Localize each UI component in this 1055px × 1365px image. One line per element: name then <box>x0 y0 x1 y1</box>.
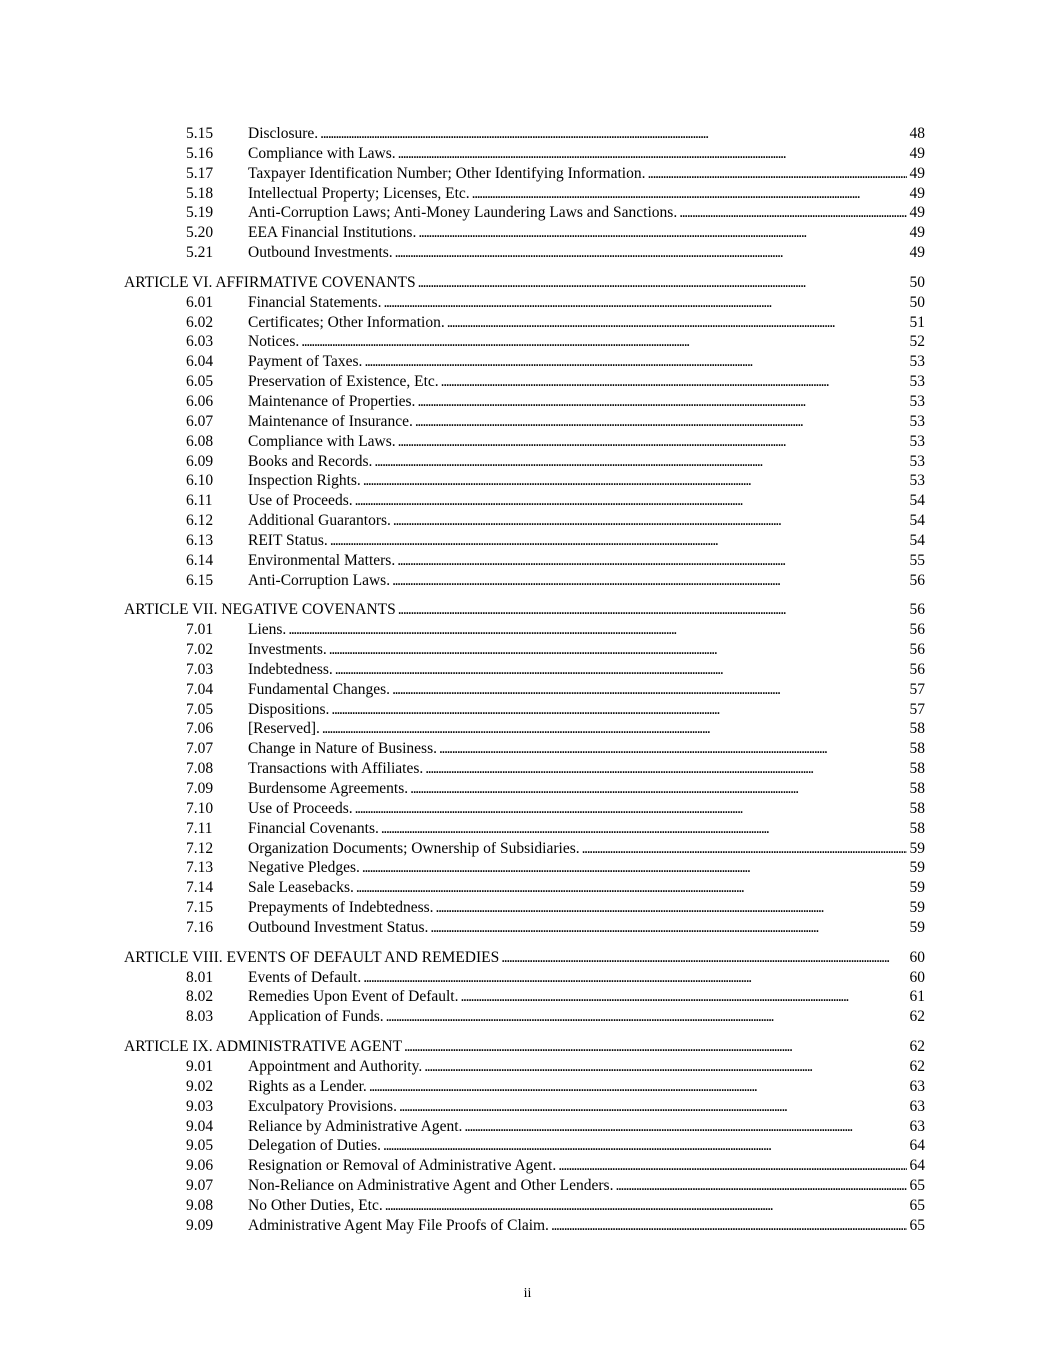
dot-leader <box>301 332 906 352</box>
dot-leader <box>460 987 906 1007</box>
page-reference: 62 <box>907 1037 926 1057</box>
toc-section-entry <box>124 223 925 243</box>
section-number: 6.04 <box>186 353 214 371</box>
section-title: Outbound Investments. <box>248 244 393 262</box>
section-title: EEA Financial Institutions. <box>248 224 417 242</box>
section-number: 6.14 <box>186 551 214 569</box>
section-title: Application of Funds. <box>248 1008 384 1026</box>
toc-section-entry <box>124 184 925 204</box>
toc-section-entry <box>124 471 925 491</box>
dot-leader <box>399 1097 907 1117</box>
section-title: Dispositions. <box>248 700 330 718</box>
section-number: 6.15 <box>186 571 214 589</box>
section-number: 8.02 <box>186 988 214 1006</box>
toc-section-entry <box>124 491 925 511</box>
dot-leader <box>329 640 907 660</box>
section-title: Reliance by Administrative Agent. <box>248 1117 463 1135</box>
page-reference: 63 <box>907 1117 926 1137</box>
page-reference: 53 <box>907 392 926 412</box>
section-title: Taxpayer Identification Number; Other Identifying Information. <box>248 164 646 182</box>
page-reference: 65 <box>907 1176 926 1196</box>
dot-leader <box>430 918 906 938</box>
toc-article-entry <box>124 600 925 620</box>
page-reference: 53 <box>907 372 926 392</box>
toc-section-entry <box>124 640 925 660</box>
page-reference: 53 <box>907 352 926 372</box>
page-reference: 54 <box>907 511 926 531</box>
dot-leader <box>364 352 906 372</box>
toc-section-entry <box>124 620 925 640</box>
section-title: Liens. <box>248 621 287 639</box>
section-number: 7.16 <box>186 918 214 936</box>
dot-leader <box>410 779 906 799</box>
section-number: 7.14 <box>186 879 214 897</box>
section-title: Maintenance of Insurance. <box>248 412 413 430</box>
section-title: Rights as a Lender. <box>248 1077 367 1095</box>
article-title: ARTICLE VII. NEGATIVE COVENANTS <box>124 601 396 619</box>
page-reference: 51 <box>907 313 926 333</box>
section-number: 5.20 <box>186 224 214 242</box>
page-reference: 64 <box>907 1156 926 1176</box>
dot-leader <box>395 243 907 263</box>
page-reference: 54 <box>907 491 926 511</box>
dot-leader <box>615 1176 906 1196</box>
dot-leader <box>385 1196 907 1216</box>
toc-section-entry <box>124 511 925 531</box>
page-reference: 59 <box>907 918 926 938</box>
toc-section-entry <box>124 1097 925 1117</box>
section-title: Exculpatory Provisions. <box>248 1097 397 1115</box>
section-number: 9.05 <box>186 1137 214 1155</box>
section-title: Financial Statements. <box>248 293 382 311</box>
section-number: 5.21 <box>186 244 214 262</box>
section-title: Transactions with Affiliates. <box>248 760 424 778</box>
section-title: Change in Nature of Business. <box>248 740 437 758</box>
section-number: 5.15 <box>186 125 214 142</box>
dot-leader <box>374 452 906 472</box>
section-number: 5.19 <box>186 204 214 222</box>
section-title: Use of Proceeds. <box>248 492 353 510</box>
page-reference: 50 <box>907 273 926 293</box>
page-reference: 65 <box>907 1196 926 1216</box>
dot-leader <box>355 799 907 819</box>
section-title: Outbound Investment Status. <box>248 918 429 936</box>
toc-section-entry <box>124 452 925 472</box>
page-reference: 58 <box>907 819 926 839</box>
section-title: Compliance with Laws. <box>248 432 396 450</box>
dot-leader <box>418 273 907 293</box>
dot-leader <box>397 551 906 571</box>
dot-leader <box>383 1136 906 1156</box>
dot-leader <box>322 719 907 739</box>
dot-leader <box>415 412 907 432</box>
section-title: Delegation of Duties. <box>248 1137 382 1155</box>
dot-leader <box>447 313 907 333</box>
page-reference: 56 <box>907 640 926 660</box>
toc-section-entry <box>124 352 925 372</box>
page-reference: 56 <box>907 660 926 680</box>
dot-leader <box>392 571 906 591</box>
toc-section-entry <box>124 571 925 591</box>
page-reference: 56 <box>907 571 926 591</box>
toc-section-entry <box>124 660 925 680</box>
toc-section-entry <box>124 839 925 859</box>
toc-article-entry <box>124 1037 925 1057</box>
section-title: Fundamental Changes. <box>248 680 391 698</box>
toc-section-entry <box>124 898 925 918</box>
toc-section-entry <box>124 1057 925 1077</box>
page-reference: 58 <box>907 739 926 759</box>
section-title: Investments. <box>248 641 327 659</box>
section-title: Burdensome Agreements. <box>248 780 409 797</box>
section-number: 6.11 <box>186 492 213 510</box>
page-reference: 53 <box>907 452 926 472</box>
toc-section-entry <box>124 719 925 739</box>
section-number: 7.10 <box>186 799 214 817</box>
section-title: Maintenance of Properties. <box>248 392 416 410</box>
section-title: Inspection Rights. <box>248 472 361 490</box>
section-number: 7.02 <box>186 641 214 659</box>
page-reference: 52 <box>907 332 926 352</box>
section-title: Prepayments of Indebtedness. <box>248 899 434 917</box>
section-title: Compliance with Laws. <box>248 144 396 162</box>
section-title: Environmental Matters. <box>248 551 396 569</box>
page-reference: 50 <box>907 293 926 313</box>
section-number: 9.09 <box>186 1216 214 1234</box>
dot-leader <box>392 680 906 700</box>
toc-section-entry <box>124 858 925 878</box>
toc-section-entry <box>124 164 925 184</box>
toc-section-entry <box>124 878 925 898</box>
section-number: 8.01 <box>186 968 214 986</box>
section-number: 6.08 <box>186 432 214 450</box>
section-title: Anti-Corruption Laws. <box>248 571 391 589</box>
section-number: 6.10 <box>186 472 214 490</box>
section-number: 7.12 <box>186 839 214 857</box>
section-number: 6.06 <box>186 392 214 410</box>
toc-section-entry <box>124 144 925 164</box>
section-number: 7.06 <box>186 720 214 738</box>
toc-section-entry <box>124 1136 925 1156</box>
section-title: Payment of Taxes. <box>248 353 363 371</box>
toc-article-entry <box>124 273 925 293</box>
dot-leader <box>398 144 907 164</box>
toc-section-entry <box>124 412 925 432</box>
toc-section-entry <box>124 987 925 1007</box>
dot-leader <box>418 223 906 243</box>
dot-leader <box>331 700 906 720</box>
section-number: 7.01 <box>186 621 214 639</box>
toc-section-entry <box>124 203 925 223</box>
toc-section-entry <box>124 1196 925 1216</box>
dot-leader <box>386 1007 907 1027</box>
toc-section-entry <box>124 1156 925 1176</box>
section-title: Disclosure. <box>248 125 319 142</box>
toc-section-entry <box>124 1007 925 1027</box>
section-number: 8.03 <box>186 1008 214 1026</box>
toc-section-entry <box>124 293 925 313</box>
section-number: 7.15 <box>186 899 214 917</box>
page-reference: 63 <box>907 1097 926 1117</box>
page-reference: 49 <box>907 184 926 204</box>
dot-leader <box>679 203 906 223</box>
page-reference: 59 <box>907 839 926 859</box>
dot-leader <box>647 164 906 184</box>
dot-leader <box>381 819 907 839</box>
toc-section-entry <box>124 392 925 412</box>
dot-leader <box>288 620 906 640</box>
dot-leader <box>464 1117 906 1137</box>
page-reference: 53 <box>907 412 926 432</box>
toc-section-entry <box>124 313 925 333</box>
section-number: 7.05 <box>186 700 214 718</box>
dot-leader <box>398 432 907 452</box>
section-number: 9.08 <box>186 1196 214 1214</box>
page-reference: 56 <box>907 620 926 640</box>
toc-section-entry <box>124 243 925 263</box>
page-reference: 59 <box>907 878 926 898</box>
section-title: Negative Pledges. <box>248 859 360 877</box>
dot-leader <box>363 968 906 988</box>
page-reference: 49 <box>907 144 926 164</box>
dot-leader <box>582 839 907 859</box>
section-title: Indebtedness. <box>248 660 333 678</box>
toc-section-entry <box>124 759 925 779</box>
page-reference: 48 <box>907 124 926 144</box>
page-reference: 49 <box>907 243 926 263</box>
section-number: 7.09 <box>186 780 214 797</box>
dot-leader <box>393 511 907 531</box>
page-reference: 62 <box>907 1057 926 1077</box>
page-reference: 54 <box>907 531 926 551</box>
section-number: 6.09 <box>186 452 214 470</box>
table-of-contents <box>124 124 925 1236</box>
toc-section-entry <box>124 432 925 452</box>
toc-section-entry <box>124 1117 925 1137</box>
page-reference: 53 <box>907 432 926 452</box>
page-reference: 61 <box>907 987 926 1007</box>
dot-leader <box>441 372 907 392</box>
toc-section-entry <box>124 819 925 839</box>
article-title: ARTICLE IX. ADMINISTRATIVE AGENT <box>124 1038 403 1056</box>
section-number: 7.03 <box>186 660 214 678</box>
section-title: Appointment and Authority. <box>248 1057 423 1075</box>
article-title: ARTICLE VI. AFFIRMATIVE COVENANTS <box>124 273 416 291</box>
section-number: 9.07 <box>186 1177 214 1195</box>
page-reference: 59 <box>907 898 926 918</box>
page-reference: 64 <box>907 1136 926 1156</box>
section-title: Remedies Upon Event of Default. <box>248 988 459 1006</box>
dot-leader <box>404 1037 906 1057</box>
page-reference: 55 <box>907 551 926 571</box>
dot-leader <box>558 1156 906 1176</box>
section-title: Notices. <box>248 333 300 351</box>
page-reference: 60 <box>907 968 926 988</box>
section-title: REIT Status. <box>248 531 328 549</box>
page-reference: 49 <box>907 203 926 223</box>
section-title: Non-Reliance on Administrative Agent and Other Lenders. <box>248 1177 614 1195</box>
page-reference: 58 <box>907 719 926 739</box>
toc-section-entry <box>124 779 925 799</box>
section-title: No Other Duties, Etc. <box>248 1196 383 1214</box>
dot-leader <box>369 1077 907 1097</box>
dot-leader <box>362 858 907 878</box>
dot-leader <box>355 491 907 511</box>
section-title: [Reserved]. <box>248 720 320 738</box>
page-reference: 58 <box>907 779 926 799</box>
page-reference: 62 <box>907 1007 926 1027</box>
dot-leader <box>383 293 906 313</box>
page-reference: 57 <box>907 680 926 700</box>
dot-leader <box>398 600 907 620</box>
section-number: 9.04 <box>186 1117 214 1135</box>
section-title: Events of Default. <box>248 968 362 986</box>
section-title: Organization Documents; Ownership of Subsidiaries. <box>248 839 580 857</box>
page-reference: 57 <box>907 700 926 720</box>
page-reference: 60 <box>907 948 926 968</box>
section-number: 7.11 <box>186 819 213 837</box>
section-title: Preservation of Existence, Etc. <box>248 373 439 391</box>
toc-article-entry <box>124 948 925 968</box>
section-number: 9.06 <box>186 1157 214 1175</box>
section-number: 7.04 <box>186 680 214 698</box>
dot-leader <box>439 739 907 759</box>
dot-leader <box>472 184 907 204</box>
section-number: 5.17 <box>186 164 214 182</box>
section-title: Resignation or Removal of Administrative Agent. <box>248 1157 557 1175</box>
dot-leader <box>356 878 907 898</box>
dot-leader <box>551 1216 907 1236</box>
dot-leader <box>320 124 906 144</box>
toc-section-entry <box>124 124 925 144</box>
section-title: Certificates; Other Information. <box>248 313 445 331</box>
section-number: 6.01 <box>186 293 214 311</box>
section-title: Intellectual Property; Licenses, Etc. <box>248 184 470 202</box>
section-number: 5.16 <box>186 144 214 162</box>
section-title: Financial Covenants. <box>248 819 379 837</box>
section-title: Sale Leasebacks. <box>248 879 354 897</box>
dot-leader <box>425 759 906 779</box>
dot-leader <box>501 948 906 968</box>
toc-section-entry <box>124 1176 925 1196</box>
section-number: 9.03 <box>186 1097 214 1115</box>
page-reference: 49 <box>907 164 926 184</box>
section-number: 6.03 <box>186 333 214 351</box>
toc-section-entry <box>124 1216 925 1236</box>
page-reference: 58 <box>907 799 926 819</box>
section-title: Books and Records. <box>248 452 373 470</box>
section-number: 7.07 <box>186 740 214 758</box>
toc-section-entry <box>124 739 925 759</box>
toc-section-entry <box>124 531 925 551</box>
section-number: 6.07 <box>186 412 214 430</box>
toc-section-entry <box>124 680 925 700</box>
toc-section-entry <box>124 700 925 720</box>
section-number: 7.08 <box>186 760 214 778</box>
page-number: ii <box>523 1286 532 1301</box>
toc-section-entry <box>124 799 925 819</box>
article-title: ARTICLE VIII. EVENTS OF DEFAULT AND REMEDIES <box>124 948 500 966</box>
page-reference: 59 <box>907 858 926 878</box>
page-reference: 63 <box>907 1077 926 1097</box>
dot-leader <box>417 392 906 412</box>
section-title: Anti-Corruption Laws; Anti-Money Laundering Laws and Sanctions. <box>248 204 678 222</box>
page-reference: 58 <box>907 759 926 779</box>
section-number: 9.01 <box>186 1057 214 1075</box>
section-number: 6.05 <box>186 373 214 391</box>
section-number: 5.18 <box>186 184 214 202</box>
dot-leader <box>424 1057 906 1077</box>
section-number: 6.13 <box>186 531 214 549</box>
page-reference: 65 <box>907 1216 926 1236</box>
dot-leader <box>363 471 907 491</box>
toc-section-entry <box>124 968 925 988</box>
toc-section-entry <box>124 1077 925 1097</box>
page-reference: 56 <box>907 600 926 620</box>
toc-section-entry <box>124 551 925 571</box>
toc-section-entry <box>124 372 925 392</box>
dot-leader <box>335 660 907 680</box>
section-number: 6.02 <box>186 313 214 331</box>
section-number: 9.02 <box>186 1077 214 1095</box>
toc-section-entry <box>124 332 925 352</box>
section-title: Additional Guarantors. <box>248 512 391 530</box>
dot-leader <box>436 898 907 918</box>
section-number: 7.13 <box>186 859 214 877</box>
section-title: Administrative Agent May File Proofs of Claim. <box>248 1216 549 1234</box>
section-number: 6.12 <box>186 512 214 530</box>
dot-leader <box>330 531 907 551</box>
page-reference: 53 <box>907 471 926 491</box>
toc-section-entry <box>124 918 925 938</box>
section-title: Use of Proceeds. <box>248 799 353 817</box>
page-reference: 49 <box>907 223 926 243</box>
